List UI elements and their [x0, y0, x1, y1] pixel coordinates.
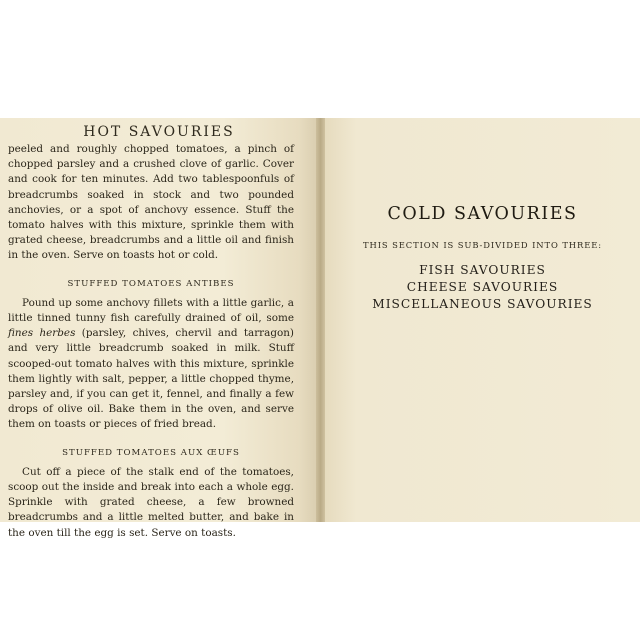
subsection-fish: FISH SAVOURIES: [419, 263, 546, 277]
section-title: COLD SAVOURIES: [387, 204, 578, 224]
recipe-body-aux-oeufs: Cut off a piece of the stalk end of the tomatoes, scoop out the inside and break into each a whole egg. Sprinkle with grated cheese, a few browned breadcrumbs and a little melted butter, and bake in the oven till the egg is set. Serve on toasts.: [8, 465, 294, 539]
subsection-cheese: CHEESE SAVOURIES: [406, 280, 559, 294]
left-page-text: [8, 142, 294, 541]
recipe-text-part: (parsley, chives, chervil and tarragon) and very little breadcrumb soaked in milk. Stuff scooped-out tomato halves with this mixture, sprinkle them lightly with salt, pepper, a little chopped thyme, parsley and, if you can get it, fennel, and finally a few drops of olive oil. Bake them in the oven, and serve them on toasts or pieces of fried bread.: [8, 327, 294, 431]
recipe-heading-aux-oeufs: STUFFED TOMATOES AUX ŒUFS: [62, 447, 240, 458]
right-page: [325, 118, 640, 522]
subsection-miscellaneous: MISCELLANEOUS SAVOURIES: [372, 297, 593, 311]
continued-paragraph: peeled and roughly chopped tomatoes, a pinch of chopped parsley and a crushed clove of garlic. Cover and cook for ten minutes. Add two tablespoonfuls of breadcrumbs soaked in stock and two pounded anchovies, or a spot of anchovy essence. Stuff the tomato halves with this mixture, sprinkle them with grated cheese, breadcrumbs and a little oil and finish in the oven. Serve on toasts hot or cold.: [8, 143, 294, 262]
italic-term: fines herbes: [8, 327, 76, 340]
recipe-body-antibes: [8, 296, 294, 433]
recipe-heading-antibes: STUFFED TOMATOES ANTIBES: [67, 278, 235, 289]
left-page: [0, 118, 318, 539]
running-head: HOT SAVOURIES: [83, 124, 235, 140]
recipe-text-part: Pound up some anchovy fillets with a little garlic, a little tinned tunny fish carefully drained of oil, some: [8, 296, 294, 325]
subsection-list: [325, 262, 640, 313]
section-subtitle: THIS SECTION IS SUB-DIVIDED INTO THREE:: [363, 240, 602, 250]
